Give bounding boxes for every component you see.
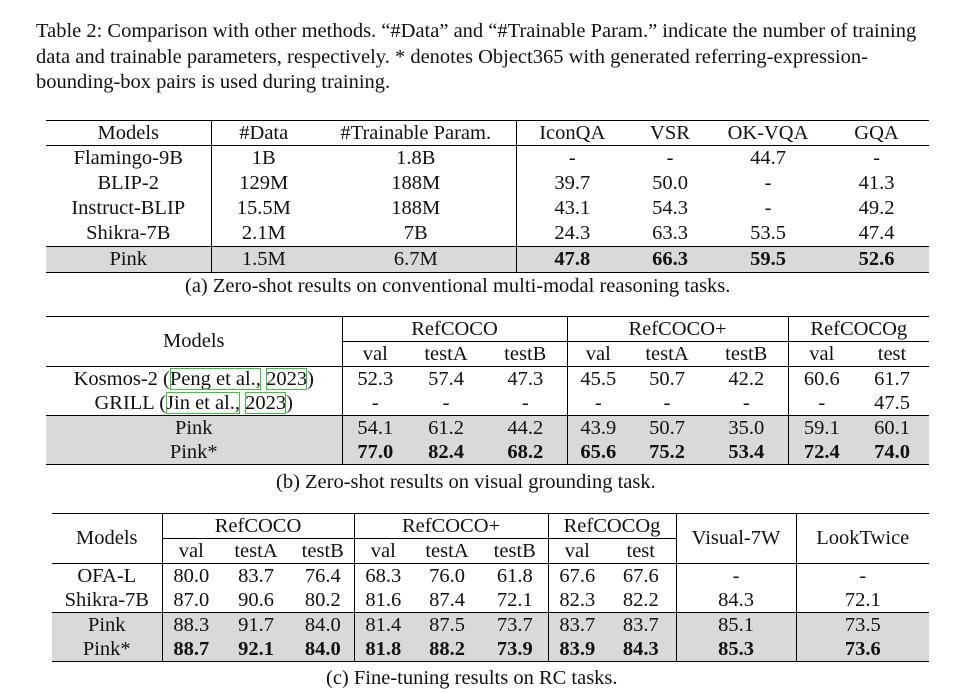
model-cell bbox=[46, 367, 342, 392]
data-cell: 72.1 bbox=[482, 588, 548, 613]
data-cell: 72.4 bbox=[788, 440, 855, 465]
data-cell: 61.7 bbox=[874, 367, 910, 390]
data-cell: 88.7 bbox=[162, 637, 220, 662]
table-row bbox=[46, 196, 929, 221]
data-cell: 47.8 bbox=[516, 247, 628, 273]
table-b-subcaption: (b) Zero-shot results on visual grounding task. bbox=[276, 471, 656, 493]
table-caption: Table 2: Comparison with other methods. “#Data” and “#Trainable Param.” indicate the number of training data and trainable parameters, respectively. * denotes Object365 with generated referring-expression-bounding-box pairs is used during training. bbox=[36, 20, 917, 93]
header-cell: VSR bbox=[628, 121, 712, 146]
data-cell: 61.2 bbox=[408, 416, 484, 441]
subheader-cell: val bbox=[162, 539, 220, 564]
data-cell: 49.2 bbox=[858, 197, 895, 219]
model-cell: Pink bbox=[52, 613, 162, 638]
data-cell: - bbox=[484, 391, 567, 416]
data-cell: 73.6 bbox=[796, 637, 929, 662]
model-cell: Pink bbox=[46, 416, 342, 441]
subheader-cell: test bbox=[855, 342, 929, 367]
table-c-subcaption: (c) Fine-tuning results on RC tasks. bbox=[326, 667, 618, 689]
model-cell bbox=[46, 391, 342, 416]
header-cell: GQA bbox=[824, 121, 929, 146]
data-cell: 82.2 bbox=[606, 588, 676, 613]
subheader-cell: testB bbox=[484, 342, 567, 367]
table-a-header-row bbox=[46, 121, 929, 146]
data-cell: 84.3 bbox=[606, 637, 676, 662]
subheader-cell: testA bbox=[408, 342, 484, 367]
data-cell: 73.7 bbox=[482, 613, 548, 638]
data-cell: - bbox=[873, 147, 880, 169]
header-cell: Models bbox=[46, 121, 211, 146]
subheader-cell: val bbox=[548, 539, 606, 564]
table-b-zero-shot-grounding bbox=[46, 316, 929, 465]
data-cell: 52.6 bbox=[824, 247, 929, 273]
data-cell: 6.7M bbox=[316, 247, 516, 273]
citation-link[interactable]: Jin et al., bbox=[166, 391, 241, 414]
data-cell: 67.6 bbox=[606, 564, 676, 589]
data-cell: 87.0 bbox=[173, 588, 210, 611]
table-row bbox=[46, 367, 929, 392]
data-cell: 82.4 bbox=[408, 440, 484, 465]
subheader-cell: testB bbox=[705, 342, 788, 367]
data-cell: 80.2 bbox=[292, 588, 354, 613]
data-cell: - bbox=[676, 564, 796, 589]
data-cell: 73.5 bbox=[796, 613, 929, 638]
data-cell: 1.8B bbox=[316, 146, 516, 172]
model-name: Kosmos-2 ( bbox=[73, 367, 170, 390]
data-cell: 57.4 bbox=[428, 367, 464, 390]
data-cell: 85.3 bbox=[676, 637, 796, 662]
citation-close: ) bbox=[307, 367, 314, 390]
data-cell: 43.9 bbox=[567, 416, 629, 441]
data-cell: 50.0 bbox=[652, 172, 688, 194]
data-cell: - bbox=[568, 147, 576, 169]
subheader-cell: testA bbox=[220, 539, 292, 564]
data-cell: - bbox=[442, 391, 450, 414]
data-cell: 1.5M bbox=[211, 247, 316, 273]
citation-year-link[interactable]: 2023 bbox=[245, 391, 287, 414]
data-cell: 84.0 bbox=[292, 613, 354, 638]
data-cell: 72.1 bbox=[844, 588, 881, 611]
data-cell: 52.3 bbox=[357, 367, 394, 390]
header-cell: LookTwice bbox=[796, 514, 929, 564]
data-cell: 82.3 bbox=[559, 588, 596, 611]
table-row bbox=[46, 171, 929, 196]
model-cell: Pink* bbox=[52, 637, 162, 662]
data-cell: 88.3 bbox=[162, 613, 220, 638]
header-cell: #Trainable Param. bbox=[316, 121, 516, 146]
data-cell: 47.5 bbox=[874, 391, 910, 414]
data-cell: 188M bbox=[316, 171, 516, 196]
model-name: GRILL ( bbox=[94, 391, 167, 414]
data-cell: 81.8 bbox=[354, 637, 412, 662]
data-cell: 87.5 bbox=[412, 613, 482, 638]
model-cell: Pink* bbox=[46, 440, 342, 465]
data-cell: 7B bbox=[316, 221, 516, 247]
model-cell: Pink bbox=[46, 247, 211, 273]
model-cell: Shikra-7B bbox=[46, 221, 211, 247]
data-cell: - bbox=[764, 172, 772, 194]
data-cell: 15.5M bbox=[236, 197, 291, 219]
data-cell: - bbox=[594, 391, 602, 414]
data-cell: 2.1M bbox=[241, 222, 286, 244]
table-row-highlighted bbox=[46, 416, 929, 441]
data-cell: 66.3 bbox=[628, 247, 712, 273]
table-row-highlighted bbox=[46, 247, 929, 273]
model-cell: OFA-L bbox=[52, 564, 162, 589]
data-cell: 63.3 bbox=[652, 222, 688, 244]
data-cell: 84.0 bbox=[292, 637, 354, 662]
subheader-cell: testB bbox=[292, 539, 354, 564]
data-cell: 44.2 bbox=[484, 416, 567, 441]
data-cell: 24.3 bbox=[554, 222, 591, 244]
data-cell: 81.4 bbox=[354, 613, 412, 638]
table-c-group-header-row bbox=[52, 514, 929, 539]
data-cell: 87.4 bbox=[429, 588, 465, 611]
data-cell: 92.1 bbox=[220, 637, 292, 662]
data-cell: 41.3 bbox=[858, 172, 895, 194]
data-cell: 43.1 bbox=[554, 197, 591, 219]
data-cell: 85.1 bbox=[676, 613, 796, 638]
model-cell: Shikra-7B bbox=[52, 588, 162, 613]
data-cell: 74.0 bbox=[855, 440, 929, 465]
data-cell: 83.7 bbox=[606, 613, 676, 638]
data-cell: 76.0 bbox=[429, 564, 465, 587]
data-cell: 60.6 bbox=[803, 367, 840, 390]
data-cell: 65.6 bbox=[567, 440, 629, 465]
data-cell: 42.2 bbox=[705, 367, 788, 392]
group-header: RefCOCOg bbox=[548, 514, 676, 539]
group-header: RefCOCO bbox=[162, 514, 354, 539]
table-row-highlighted bbox=[46, 440, 929, 465]
data-cell: 88.2 bbox=[412, 637, 482, 662]
data-cell: - bbox=[663, 391, 671, 414]
data-cell: 47.4 bbox=[858, 222, 895, 244]
group-header: RefCOCOg bbox=[788, 317, 929, 342]
header-cell: Models bbox=[52, 514, 162, 564]
header-cell: IconQA bbox=[516, 121, 628, 146]
subheader-cell: testA bbox=[629, 342, 705, 367]
table-row bbox=[52, 588, 929, 613]
header-cell: OK-VQA bbox=[712, 121, 824, 146]
data-cell: 59.5 bbox=[712, 247, 824, 273]
data-cell: 91.7 bbox=[220, 613, 292, 638]
table-b-group-header-row bbox=[46, 317, 929, 342]
table-row bbox=[52, 564, 929, 589]
data-cell: 90.6 bbox=[238, 588, 274, 611]
data-cell: - bbox=[666, 147, 674, 169]
table-c-fine-tuning bbox=[52, 513, 929, 662]
data-cell: 68.2 bbox=[484, 440, 567, 465]
data-cell: - bbox=[818, 391, 826, 414]
table-row-highlighted bbox=[52, 637, 929, 662]
data-cell: 53.5 bbox=[750, 222, 786, 244]
data-cell: 188M bbox=[316, 196, 516, 221]
header-cell: Models bbox=[46, 317, 342, 367]
subheader-cell: val bbox=[788, 342, 855, 367]
data-cell: 47.3 bbox=[484, 367, 567, 392]
data-cell: 59.1 bbox=[788, 416, 855, 441]
data-cell: 54.1 bbox=[342, 416, 408, 441]
model-cell: Instruct-BLIP bbox=[46, 196, 211, 221]
data-cell: - bbox=[859, 564, 867, 587]
data-cell: 83.7 bbox=[548, 613, 606, 638]
data-cell: 75.2 bbox=[629, 440, 705, 465]
data-cell: 35.0 bbox=[705, 416, 788, 441]
data-cell: 77.0 bbox=[342, 440, 408, 465]
data-cell: 50.7 bbox=[649, 367, 685, 390]
table-row-highlighted bbox=[52, 613, 929, 638]
citation-link[interactable]: Peng et al., bbox=[169, 367, 261, 390]
data-cell: 83.7 bbox=[238, 564, 274, 587]
table-a-subcaption: (a) Zero-shot results on conventional multi-modal reasoning tasks. bbox=[185, 275, 731, 297]
header-cell: #Data bbox=[211, 121, 316, 146]
table-a-zero-shot-reasoning bbox=[46, 120, 929, 273]
data-cell: - bbox=[371, 391, 379, 414]
data-cell: 84.3 bbox=[676, 588, 796, 613]
data-cell: 67.6 bbox=[559, 564, 596, 587]
table-row bbox=[46, 221, 929, 247]
group-header: RefCOCO bbox=[342, 317, 567, 342]
table-row bbox=[46, 391, 929, 416]
data-cell: 68.3 bbox=[365, 564, 402, 587]
subheader-cell: val bbox=[567, 342, 629, 367]
data-cell: 54.3 bbox=[652, 197, 688, 219]
subheader-cell: val bbox=[342, 342, 408, 367]
data-cell: 83.9 bbox=[548, 637, 606, 662]
data-cell: 81.6 bbox=[365, 588, 402, 611]
model-cell: Flamingo-9B bbox=[46, 146, 211, 172]
data-cell: 39.7 bbox=[554, 172, 591, 194]
subheader-cell: val bbox=[354, 539, 412, 564]
data-cell: 129M bbox=[239, 172, 289, 194]
data-cell: 80.0 bbox=[173, 564, 210, 587]
group-header: RefCOCO+ bbox=[354, 514, 548, 539]
group-header: RefCOCO+ bbox=[567, 317, 788, 342]
data-cell: 45.5 bbox=[580, 367, 617, 390]
data-cell: 53.4 bbox=[705, 440, 788, 465]
subheader-cell: testA bbox=[412, 539, 482, 564]
data-cell: - bbox=[705, 391, 788, 416]
subheader-cell: test bbox=[606, 539, 676, 564]
data-cell: - bbox=[764, 197, 772, 219]
data-cell: 1B bbox=[251, 147, 276, 169]
data-cell: 76.4 bbox=[292, 564, 354, 589]
citation-close: ) bbox=[286, 391, 293, 414]
data-cell: 60.1 bbox=[855, 416, 929, 441]
header-cell: Visual-7W bbox=[676, 514, 796, 564]
table-row bbox=[46, 146, 929, 172]
subheader-cell: testB bbox=[482, 539, 548, 564]
data-cell: 50.7 bbox=[629, 416, 705, 441]
data-cell: 44.7 bbox=[750, 147, 786, 169]
model-cell: BLIP-2 bbox=[46, 171, 211, 196]
citation-year-link[interactable]: 2023 bbox=[266, 367, 308, 390]
data-cell: 61.8 bbox=[482, 564, 548, 589]
data-cell: 73.9 bbox=[482, 637, 548, 662]
